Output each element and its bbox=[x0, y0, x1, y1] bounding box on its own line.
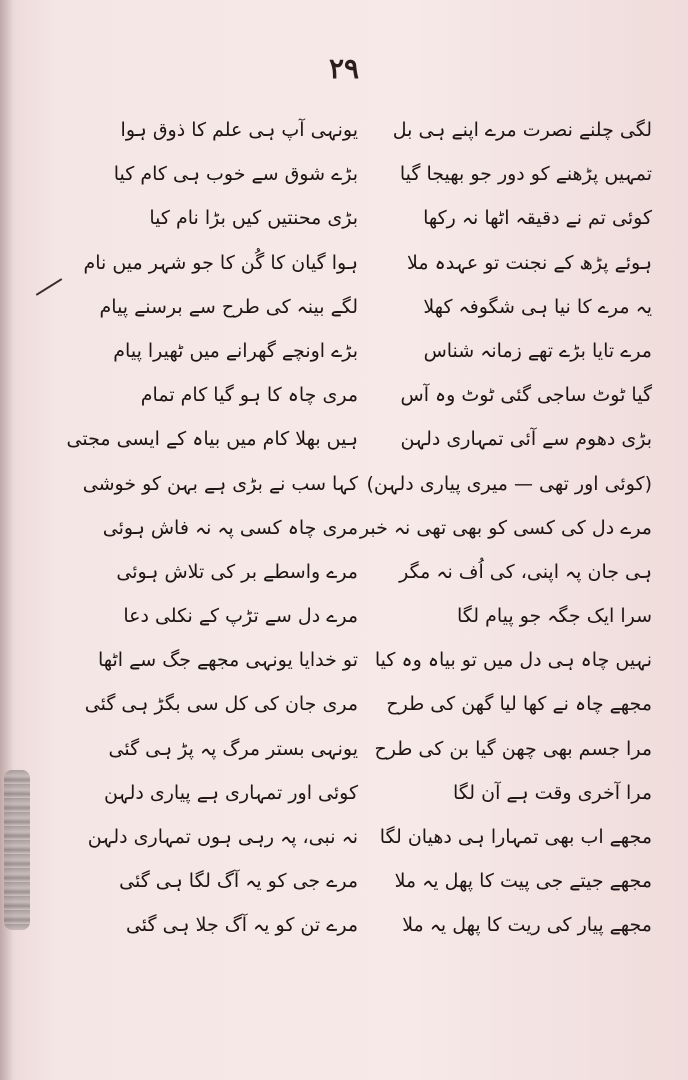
verse-line: مری چاہ کسی پہ نہ فاش ہوئی bbox=[102, 516, 358, 539]
verse-line: ہوئے پڑھ کے نجنت تو عہدہ ملا bbox=[407, 251, 652, 274]
page-stain bbox=[4, 770, 30, 930]
verse-line: ہی جان پہ اپنی، کی اُف نہ مگر bbox=[399, 560, 652, 583]
verse-line: مرے واسطے بر کی تلاش ہوئی bbox=[116, 560, 358, 583]
verse-column-left bbox=[66, 108, 358, 948]
verse-column-right bbox=[359, 108, 652, 948]
verse-line: مجھے پیار کی ریت کا پھل یہ ملا bbox=[402, 914, 652, 937]
verse-line: مرے جی کو یہ آگ لگا ہی گئی bbox=[119, 870, 358, 893]
verse-line: یونہی آپ ہی علم کا ذوق ہوا bbox=[120, 119, 358, 141]
verse-line: مجھے جیتے جی پیت کا پھل یہ ملا bbox=[394, 870, 652, 893]
verse-line: کوئی تم نے دقیقہ اٹھا نہ رکھا bbox=[423, 207, 652, 230]
verse-line: بڑی محنتیں کیں بڑا نام کیا bbox=[149, 207, 358, 230]
verse-line: سرا ایک جگہ جو پیام لگا bbox=[456, 605, 652, 628]
verse-line: بڑے شوق سے خوب ہی کام کیا bbox=[113, 163, 358, 186]
verse-line: مرے دل کی کسی کو بھی تھی نہ خبر bbox=[359, 516, 652, 539]
verse-line: مرے دل سے تڑپ کے نکلی دعا bbox=[123, 605, 358, 628]
verse-line: نہیں چاہ ہی دل میں تو بیاہ وہ کیا bbox=[374, 649, 652, 672]
verse-line: مرا جسم بھی چھن گیا بن کی طرح bbox=[374, 737, 652, 760]
verse-line: بڑے اونچے گھرانے میں ٹھیرا پیام bbox=[113, 339, 358, 362]
page-number: ۲۹ bbox=[328, 52, 360, 85]
verse-line: بڑی دھوم سے آئی تمہاری دلہن bbox=[400, 428, 652, 451]
verse-line: مری جان کی کل سی بگڑ ہی گئی bbox=[84, 693, 358, 716]
verse-line: تو خدایا یونہی مجھے جگ سے اٹھا bbox=[97, 649, 358, 672]
verse-line: مرے تن کو یہ آگ جلا ہی گئی bbox=[125, 914, 358, 937]
verse-line: مرا آخری وقت ہے آن لگا bbox=[453, 781, 652, 804]
verse-line: مجھے چاہ نے کھا لیا گھن کی طرح bbox=[386, 693, 652, 716]
verse-line: نہ نبی، پہ رہی ہوں تمہاری دلہن bbox=[87, 826, 358, 848]
verse-line: مجھے اب بھی تمہارا ہی دھیان لگا bbox=[379, 826, 652, 848]
verse-line: مرے تایا بڑے تھے زمانہ شناس bbox=[423, 339, 652, 362]
verse-line: تمہیں پڑھنے کو دور جو بھیجا گیا bbox=[399, 163, 652, 186]
verse-line: لگی چلنے نصرت مرے اپنے ہی بل bbox=[392, 119, 652, 141]
verse-line: (کوئی اور تھی — میری پیاری دلہن) bbox=[366, 472, 652, 495]
margin-pen-mark bbox=[36, 278, 63, 296]
verse-line: یونہی بستر مرگ پہ پڑ ہی گئی bbox=[108, 737, 358, 760]
verse-line: لگے بینہ کی طرح سے برسنے پیام bbox=[99, 295, 358, 318]
verse-line: کوئی اور تمہاری ہے پیاری دلہن bbox=[103, 781, 358, 804]
verse-line: مری چاہ کا ہو گیا کام تمام bbox=[140, 384, 358, 407]
verse-line: ہیں بھلا کام میں بیاہ کے ایسی مجتی bbox=[66, 428, 358, 451]
verse-line: یہ مرے کا نیا ہی شگوفہ کھلا bbox=[423, 295, 652, 318]
verse-line: گیا ٹوٹ ساجی گئی ٹوٹ وہ آس bbox=[400, 384, 652, 407]
verse-line: کہا سب نے بڑی ہے بہن کو خوشی bbox=[82, 472, 358, 495]
verse-line: ہوا گیان کا گُن کا جو شہر میں نام bbox=[83, 251, 358, 274]
